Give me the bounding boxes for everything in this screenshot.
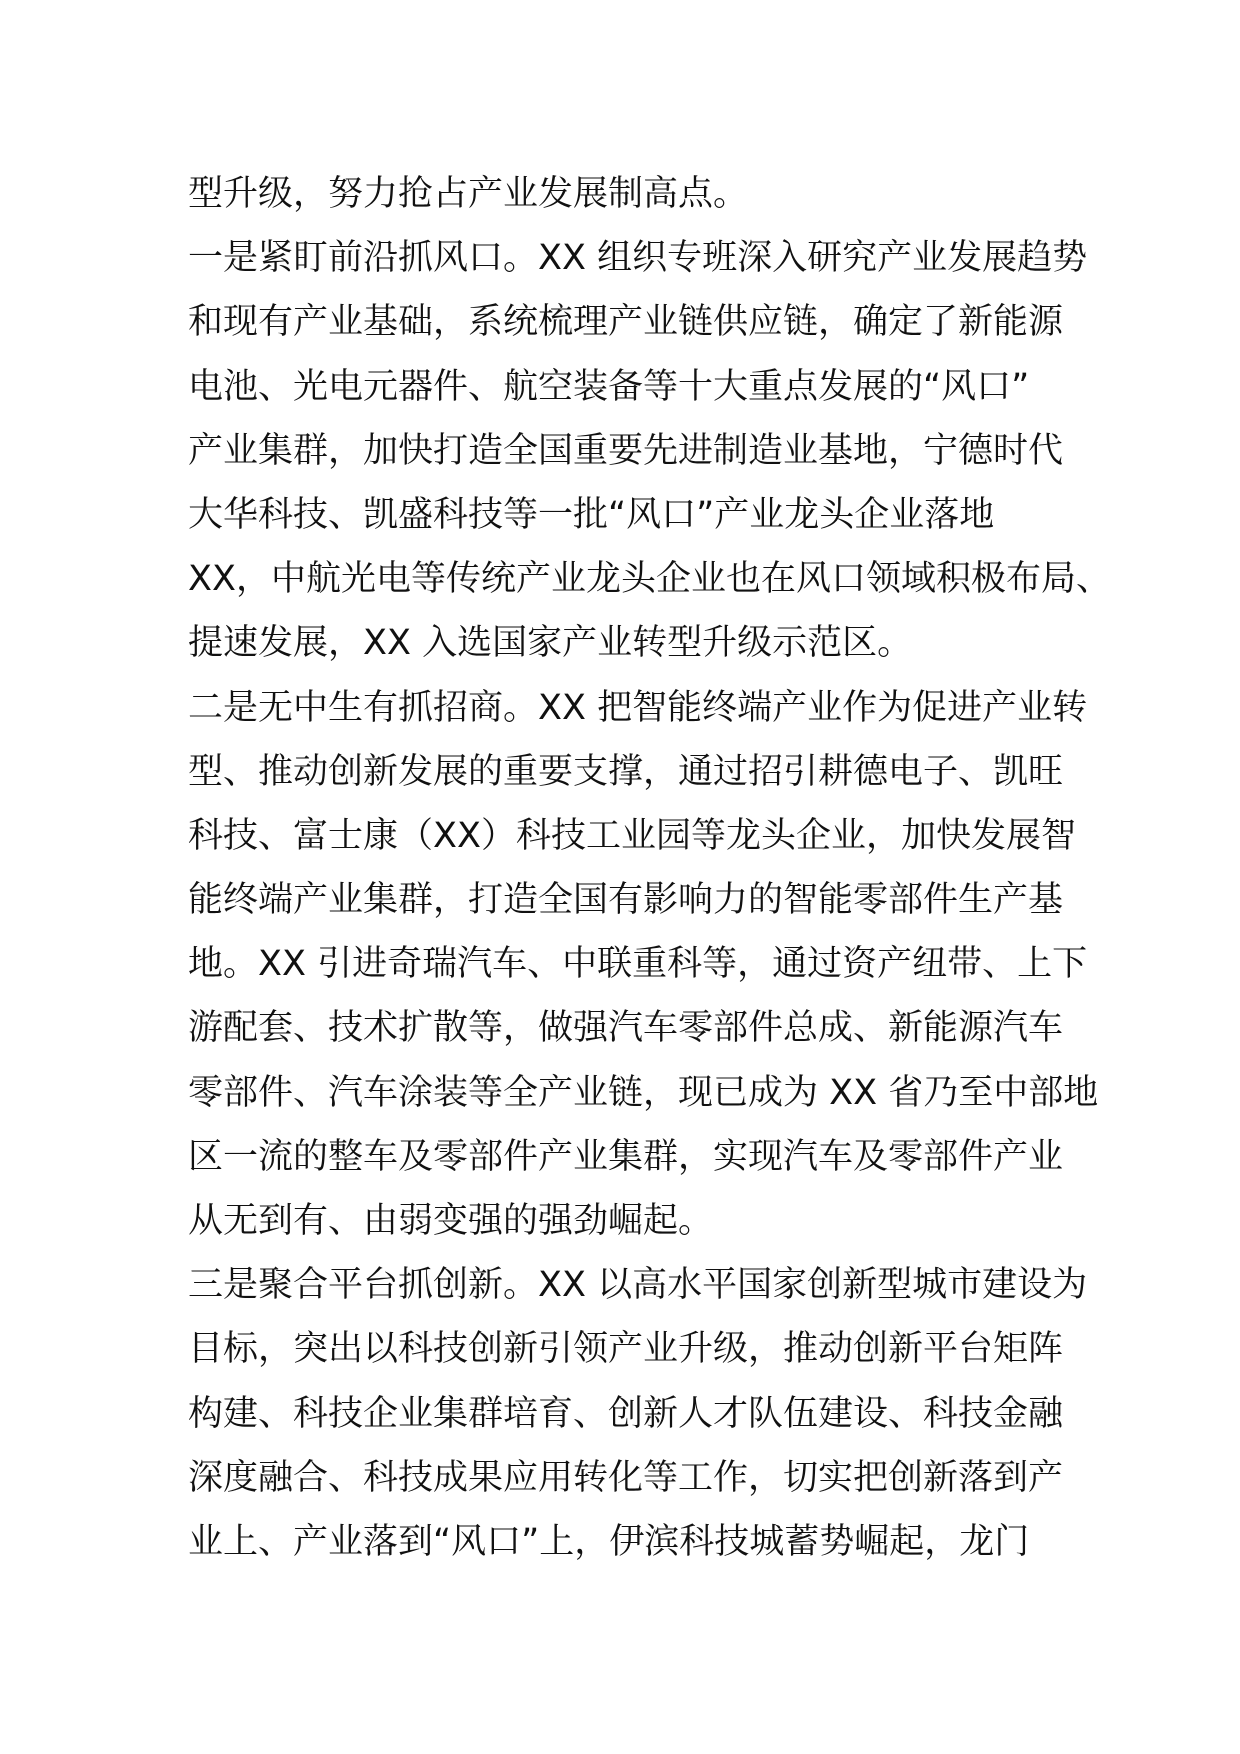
text-line-5: 产业集群，加快打造全国重要先进制造业基地，宁德时代 <box>188 430 1064 471</box>
text-line-14: 游配套、技术扩散等，做强汽车零部件总成、新能源汽车 <box>188 1008 1064 1049</box>
text-line-9: 二是无中生有抓招商。XX 把智能终端产业作为促进产业转 <box>188 687 1088 728</box>
text-line-4: 电池、光电元器件、航空装备等十大重点发展的“风口” <box>188 366 1030 407</box>
text-line-13: 地。XX 引进奇瑞汽车、中联重科等，通过资产纽带、上下 <box>188 944 1088 985</box>
text-line-7: XX，中航光电等传统产业龙头企业也在风口领域积极布局、 <box>188 559 1111 600</box>
text-line-1: 型升级，努力抢占产业发展制高点。 <box>188 174 749 214</box>
text-line-2: 一是紧盯前沿抓风口。XX 组织专班深入研究产业发展趋势 <box>188 238 1088 279</box>
text-line-20: 构建、科技企业集群培育、创新人才队伍建设、科技金融 <box>188 1393 1064 1434</box>
text-line-11: 科技、富士康（XX）科技工业园等龙头企业，加快发展智 <box>188 815 1076 856</box>
text-line-3: 和现有产业基础，系统梳理产业链供应链，确定了新能源 <box>188 302 1064 343</box>
text-line-22: 业上、产业落到“风口”上，伊滨科技城蓄势崛起，龙门 <box>188 1521 1030 1562</box>
body-text <box>188 162 1111 1574</box>
text-line-12: 能终端产业集群，打造全国有影响力的智能零部件生产基 <box>188 880 1064 921</box>
text-line-15: 零部件、汽车涂装等全产业链，现已成为 XX 省乃至中部地 <box>188 1072 1099 1113</box>
text-line-6: 大华科技、凯盛科技等一批“风口”产业龙头企业落地 <box>188 494 995 535</box>
text-line-18: 三是聚合平台抓创新。XX 以高水平国家创新型城市建设为 <box>188 1265 1088 1306</box>
text-line-10: 型、推动创新发展的重要支撑，通过招引耕德电子、凯旺 <box>188 751 1064 792</box>
text-line-8: 提速发展，XX 入选国家产业转型升级示范区。 <box>188 623 913 664</box>
text-line-19: 目标，突出以科技创新引领产业升级，推动创新平台矩阵 <box>188 1329 1064 1370</box>
text-line-16: 区一流的整车及零部件产业集群，实现汽车及零部件产业 <box>188 1136 1064 1177</box>
text-line-21: 深度融合、科技成果应用转化等工作，切实把创新落到产 <box>188 1457 1064 1498</box>
text-line-17: 从无到有、由弱变强的强劲崛起。 <box>188 1201 714 1241</box>
